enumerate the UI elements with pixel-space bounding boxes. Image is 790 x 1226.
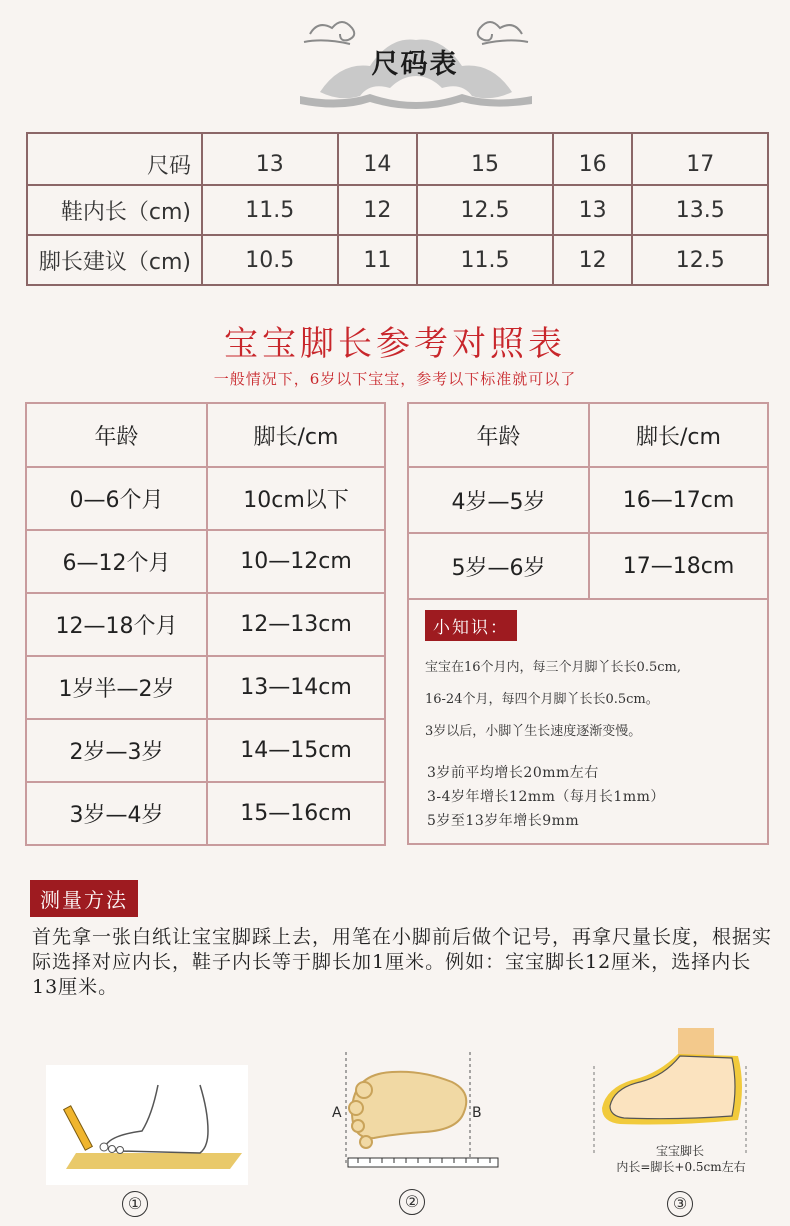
- table-cell: 12—13cm: [207, 593, 385, 656]
- size-cell: 11: [338, 235, 418, 285]
- growth-line: 3岁前平均增长20mm左右: [427, 765, 599, 781]
- age-footlength-table-right: [407, 402, 769, 600]
- table-header-row: [408, 403, 768, 467]
- table-cell: 16—17cm: [589, 467, 768, 533]
- reference-title: 宝宝脚长参考对照表: [224, 324, 566, 364]
- size-row: [27, 235, 768, 285]
- size-cell: 12: [553, 235, 633, 285]
- table-header-cell: 年龄: [26, 403, 207, 467]
- shoe-caption-2: 内长=脚长+0.5cm左右: [616, 1160, 746, 1174]
- table-header-cell: 脚长/cm: [207, 403, 385, 467]
- tip-line: 宝宝在16个月内，每三个月脚丫长长0.5cm,: [425, 660, 681, 675]
- table-cell: 10—12cm: [207, 530, 385, 593]
- size-cell: 12.5: [417, 185, 553, 235]
- size-row-label: 尺码: [27, 133, 202, 185]
- growth-line: 3-4岁年增长12mm（每月长1mm）: [427, 789, 665, 805]
- table-cell: 10cm以下: [207, 467, 385, 530]
- table-row: [408, 467, 768, 533]
- table-row: [408, 533, 768, 599]
- table-cell: 5岁—6岁: [408, 533, 589, 599]
- size-cell: 15: [417, 133, 553, 185]
- table-cell: 13—14cm: [207, 656, 385, 719]
- table-row: [26, 656, 385, 719]
- illustration-label-1: ①: [115, 1190, 155, 1217]
- tips-tag: 小知识：: [425, 610, 517, 641]
- illustration-label-2: ②: [392, 1188, 432, 1215]
- point-a-label: A: [332, 1105, 342, 1121]
- table-row: [26, 782, 385, 845]
- size-cell: 13.5: [632, 185, 768, 235]
- illustration-label-3: ③: [660, 1190, 700, 1217]
- size-row: [27, 185, 768, 235]
- shoe-fit-illustration: [592, 1026, 752, 1156]
- table-row: [26, 593, 385, 656]
- size-row: [27, 133, 768, 185]
- size-cell: 13: [553, 185, 633, 235]
- measure-tag: 测量方法: [30, 880, 138, 917]
- measure-text: 首先拿一张白纸让宝宝脚踩上去，用笔在小脚前后做个记号，再拿尺量长度，根据实际选择对应内长，鞋子内长等于脚长加1厘米。例如：宝宝脚长12厘米，选择内长13厘米。: [32, 926, 773, 998]
- size-table: [26, 132, 769, 286]
- table-cell: 1岁半—2岁: [26, 656, 207, 719]
- table-cell: 12—18个月: [26, 593, 207, 656]
- table-cell: 4岁—5岁: [408, 467, 589, 533]
- size-cell: 12.5: [632, 235, 768, 285]
- size-cell: 13: [202, 133, 338, 185]
- size-cell: 11.5: [202, 185, 338, 235]
- shoe-caption-1: 宝宝脚长: [655, 1144, 704, 1158]
- size-cell: 11.5: [417, 235, 553, 285]
- table-header-cell: 脚长/cm: [589, 403, 768, 467]
- table-row: [26, 467, 385, 530]
- table-header-row: [26, 403, 385, 467]
- size-row-label: 鞋内长（cm): [27, 185, 202, 235]
- table-cell: 17—18cm: [589, 533, 768, 599]
- size-cell: 12: [338, 185, 418, 235]
- reference-subtitle: 一般情况下，6岁以下宝宝，参考以下标准就可以了: [213, 370, 577, 388]
- growth-line: 5岁至13岁年增长9mm: [427, 813, 580, 829]
- tip-line: 16-24个月，每四个月脚丫长长0.5cm。: [425, 692, 659, 707]
- table-row: [26, 530, 385, 593]
- table-cell: 15—16cm: [207, 782, 385, 845]
- age-footlength-table-left: [25, 402, 386, 846]
- foot-trace-illustration: [46, 1065, 248, 1185]
- size-cell: 14: [338, 133, 418, 185]
- tip-line: 3岁以后，小脚丫生长速度逐渐变慢。: [425, 724, 642, 739]
- table-cell: 0—6个月: [26, 467, 207, 530]
- table-cell: 6—12个月: [26, 530, 207, 593]
- table-cell: 14—15cm: [207, 719, 385, 782]
- size-cell: 10.5: [202, 235, 338, 285]
- size-cell: 16: [553, 133, 633, 185]
- size-cell: 17: [632, 133, 768, 185]
- table-cell: 3岁—4岁: [26, 782, 207, 845]
- size-row-label: 脚长建议（cm): [27, 235, 202, 285]
- table-row: [26, 719, 385, 782]
- page-title: 尺码表: [371, 49, 459, 80]
- point-b-label: B: [472, 1105, 482, 1121]
- table-cell: 2岁—3岁: [26, 719, 207, 782]
- table-header-cell: 年龄: [408, 403, 589, 467]
